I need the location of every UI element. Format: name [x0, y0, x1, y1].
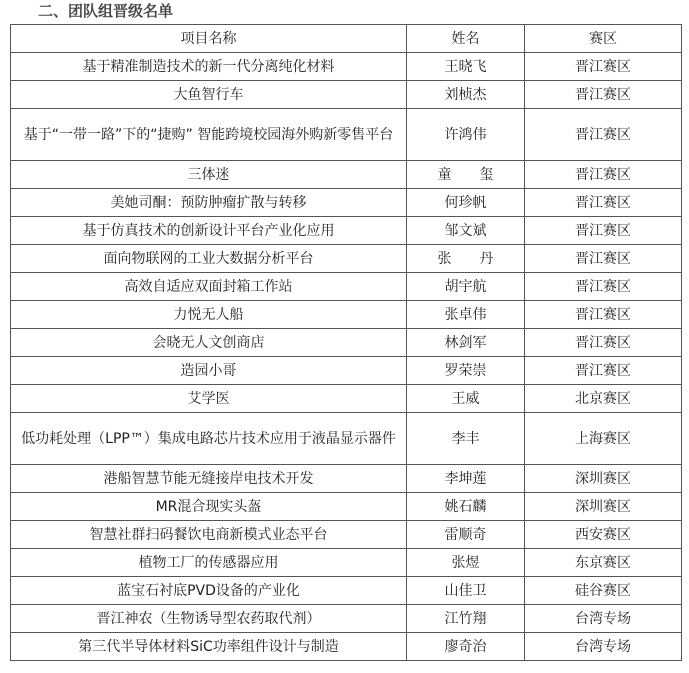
cell-project: 港船智慧节能无缝接岸电技术开发 — [11, 465, 407, 493]
table-row — [11, 245, 682, 273]
table-row — [11, 53, 682, 81]
cell-project: 力悦无人船 — [11, 301, 407, 329]
table-row — [11, 577, 682, 605]
header-name: 姓名 — [407, 25, 525, 53]
cell-region: 西安赛区 — [525, 521, 682, 549]
table-row — [11, 161, 682, 189]
cell-region: 晋江赛区 — [525, 217, 682, 245]
cell-name: 何珍帆 — [407, 189, 525, 217]
cell-project: 美她司酮：预防肿瘤扩散与转移 — [11, 189, 407, 217]
cell-project: 基于“一带一路”下的“捷购” 智能跨境校园海外购新零售平台 — [11, 109, 407, 161]
header-project: 项目名称 — [11, 25, 407, 53]
table-row — [11, 633, 682, 661]
cell-name: 王威 — [407, 385, 525, 413]
cell-name: 张卓伟 — [407, 301, 525, 329]
table-row — [11, 81, 682, 109]
cell-name: 邹文斌 — [407, 217, 525, 245]
cell-region: 深圳赛区 — [525, 465, 682, 493]
cell-name: 张煜 — [407, 549, 525, 577]
cell-project: 基于仿真技术的创新设计平台产业化应用 — [11, 217, 407, 245]
cell-region: 台湾专场 — [525, 605, 682, 633]
cell-name: 童 玺 — [407, 161, 525, 189]
cell-name: 张 丹 — [407, 245, 525, 273]
cell-project: 蓝宝石衬底PVD设备的产业化 — [11, 577, 407, 605]
cell-name: 罗荣崇 — [407, 357, 525, 385]
cell-name: 李丰 — [407, 413, 525, 465]
cell-region: 深圳赛区 — [525, 493, 682, 521]
cell-region: 晋江赛区 — [525, 301, 682, 329]
cell-project: 高效自适应双面封箱工作站 — [11, 273, 407, 301]
cell-region: 晋江赛区 — [525, 161, 682, 189]
table-header-row — [11, 25, 682, 53]
cell-region: 上海赛区 — [525, 413, 682, 465]
cell-project: MR混合现实头盔 — [11, 493, 407, 521]
cell-project: 造园小哥 — [11, 357, 407, 385]
table-row — [11, 521, 682, 549]
cell-region: 晋江赛区 — [525, 53, 682, 81]
cell-project: 面向物联网的工业大数据分析平台 — [11, 245, 407, 273]
roster-table — [10, 24, 682, 661]
cell-region: 台湾专场 — [525, 633, 682, 661]
cell-region: 晋江赛区 — [525, 357, 682, 385]
cell-name: 刘桢杰 — [407, 81, 525, 109]
table-row — [11, 493, 682, 521]
cell-name: 雷顺奇 — [407, 521, 525, 549]
cell-project: 智慧社群扫码餐饮电商新模式业态平台 — [11, 521, 407, 549]
table-row — [11, 605, 682, 633]
cell-region: 晋江赛区 — [525, 81, 682, 109]
cell-region: 东京赛区 — [525, 549, 682, 577]
table-row — [11, 109, 682, 161]
cell-project: 会晓无人文创商店 — [11, 329, 407, 357]
cell-name: 林剑军 — [407, 329, 525, 357]
cell-region: 晋江赛区 — [525, 109, 682, 161]
cell-project: 三体迷 — [11, 161, 407, 189]
cell-project: 低功耗处理（LPP™）集成电路芯片技术应用于液晶显示器件 — [11, 413, 407, 465]
cell-region: 北京赛区 — [525, 385, 682, 413]
cell-name: 王晓飞 — [407, 53, 525, 81]
cell-region: 晋江赛区 — [525, 245, 682, 273]
table-row — [11, 549, 682, 577]
cell-region: 晋江赛区 — [525, 189, 682, 217]
table-row — [11, 357, 682, 385]
cell-name: 山佳卫 — [407, 577, 525, 605]
table-row — [11, 273, 682, 301]
table-row — [11, 189, 682, 217]
cell-project: 大鱼智行车 — [11, 81, 407, 109]
section-title: 二、团队组晋级名单 — [38, 2, 174, 20]
cell-region: 晋江赛区 — [525, 273, 682, 301]
cell-region: 晋江赛区 — [525, 329, 682, 357]
cell-name: 廖奇治 — [407, 633, 525, 661]
table-row — [11, 413, 682, 465]
cell-name: 胡宇航 — [407, 273, 525, 301]
table-row — [11, 301, 682, 329]
cell-name: 江竹翔 — [407, 605, 525, 633]
cell-project: 基于精准制造技术的新一代分离纯化材料 — [11, 53, 407, 81]
cell-project: 植物工厂的传感器应用 — [11, 549, 407, 577]
cell-name: 姚石麟 — [407, 493, 525, 521]
table-row — [11, 217, 682, 245]
cell-project: 艾学医 — [11, 385, 407, 413]
cell-project: 晋江神农（生物诱导型农药取代剂） — [11, 605, 407, 633]
header-region: 赛区 — [525, 25, 682, 53]
cell-name: 李坤莲 — [407, 465, 525, 493]
cell-name: 许鸿伟 — [407, 109, 525, 161]
table-row — [11, 329, 682, 357]
cell-project: 第三代半导体材料SiC功率组件设计与制造 — [11, 633, 407, 661]
table-row — [11, 465, 682, 493]
table-row — [11, 385, 682, 413]
cell-region: 硅谷赛区 — [525, 577, 682, 605]
